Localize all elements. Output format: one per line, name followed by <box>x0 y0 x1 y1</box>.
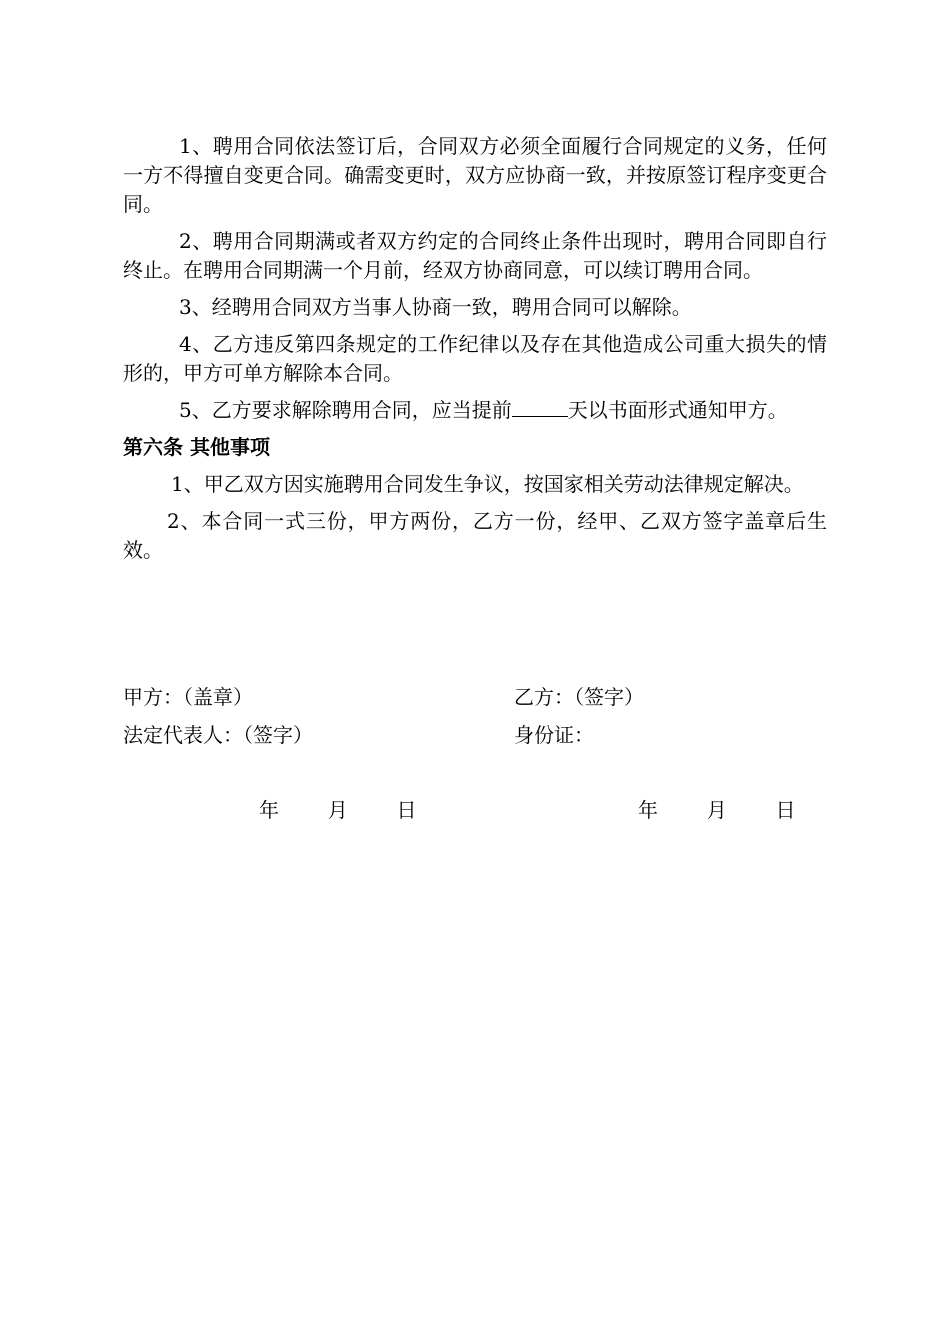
party-b-date <box>638 796 795 825</box>
article5-item-5 <box>123 396 827 425</box>
article6-heading: 第六条 其他事项 <box>123 435 270 459</box>
article5-item-4: 4、乙方违反第四条规定的工作纪律以及存在其他造成公司重大损失的情形的，甲方可单方解除本合同。 <box>123 332 827 385</box>
days-blank-line <box>512 396 568 417</box>
item5-text-after: 天以书面形式通知甲方。 <box>567 398 788 422</box>
party-a-seal: 甲方：（盖章） <box>123 685 253 709</box>
article5-item-1: 1、聘用合同依法签订后，合同双方必须全面履行合同规定的义务，任何一方不得擅自变更合同。确需变更时，双方应协商一致，并按原签订程序变更合同。 <box>123 134 827 216</box>
day-label: 日 <box>396 798 417 822</box>
legal-representative: 法定代表人：（签字） <box>123 723 313 747</box>
article5-item-2: 2、聘用合同期满或者双方约定的合同终止条件出现时，聘用合同即自行终止。在聘用合同期满一个月前，经双方协商同意，可以续订聘用合同。 <box>123 229 827 282</box>
id-card-number: 身份证： <box>514 723 594 747</box>
month-label: 月 <box>706 798 727 822</box>
contract-body <box>123 132 827 573</box>
month-label: 月 <box>327 798 348 822</box>
item5-text-before: 5、乙方要求解除聘用合同，应当提前 <box>179 398 512 422</box>
day-label: 日 <box>775 798 796 822</box>
party-a-date <box>259 796 416 825</box>
party-b-signature: 乙方：（签字） <box>514 685 644 709</box>
year-label: 年 <box>259 798 279 822</box>
article6-item-1: 1、甲乙双方因实施聘用合同发生争议，按国家相关劳动法律规定解决。 <box>171 472 804 496</box>
article5-item-3: 3、经聘用合同双方当事人协商一致，聘用合同可以解除。 <box>179 295 692 319</box>
article6-item-2: 2、本合同一式三份，甲方两份，乙方一份，经甲、乙双方签字盖章后生效。 <box>123 509 827 562</box>
year-label: 年 <box>638 798 658 822</box>
